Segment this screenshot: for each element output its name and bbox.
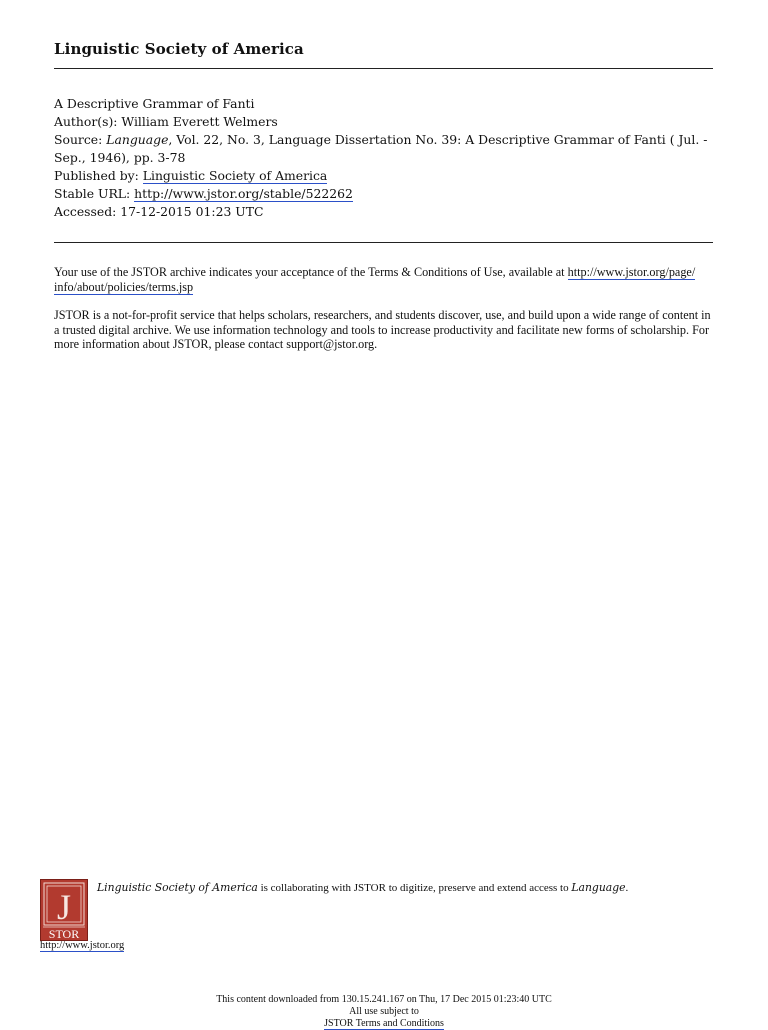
- logo-letter: J: [56, 887, 72, 927]
- article-publisher: [54, 167, 714, 185]
- collab-org: Linguistic Society of America: [97, 881, 258, 894]
- collab-text: is collaborating with JSTOR to digitize, preserve and extend access to: [257, 882, 572, 894]
- published-label: Published by:: [54, 168, 143, 183]
- metadata-divider: [54, 242, 713, 243]
- authors-value: William Everett Welmers: [121, 114, 278, 129]
- jstor-home-link-wrap: [40, 940, 124, 951]
- article-authors: [54, 113, 714, 131]
- publisher-title: Linguistic Society of America: [54, 40, 304, 58]
- terms-footer-link[interactable]: JSTOR Terms and Conditions: [324, 1018, 444, 1029]
- terms-footer-text: All use subject to: [349, 1006, 419, 1017]
- article-accessed: Accessed: 17-12-2015 01:23 UTC: [54, 204, 264, 219]
- download-footer: [0, 994, 768, 1030]
- collab-journal: Language: [571, 881, 626, 894]
- collaboration-statement: [97, 881, 717, 895]
- article-title: A Descriptive Grammar of Fanti: [54, 96, 255, 111]
- source-journal: Language: [106, 132, 169, 147]
- terms-link[interactable]: http://www.jstor.org/page/ info/about/policies/terms.jsp: [54, 265, 696, 294]
- collab-end: .: [625, 882, 629, 894]
- authors-label: Author(s):: [54, 114, 122, 129]
- header-divider: [54, 68, 713, 69]
- jstor-about: JSTOR is a not-for-profit service that helps scholars, researchers, and students discover, use, and build upon a wide range of content in a trusted digital archive. We use information technology and tools to increase productivity and facilitate new forms of scholarship. For more information about JSTOR, please contact support@jstor.org.: [54, 308, 711, 351]
- terms-notice-text: Your use of the JSTOR archive indicates your acceptance of the Terms & Conditions of Use, available at: [54, 265, 568, 279]
- jstor-logo-icon: [41, 880, 87, 940]
- article-source: [54, 131, 714, 167]
- logo-wordmark: STOR: [48, 927, 80, 940]
- article-stable-url: [54, 185, 714, 203]
- source-label: Source:: [54, 132, 107, 147]
- jstor-home-link[interactable]: http://www.jstor.org: [40, 940, 125, 951]
- download-info: This content downloaded from 130.15.241.167 on Thu, 17 Dec 2015 01:23:40 UTC: [216, 994, 552, 1005]
- stable-url-label: Stable URL:: [54, 186, 135, 201]
- article-metadata: [54, 95, 714, 221]
- jstor-logo[interactable]: [40, 879, 88, 941]
- source-details: , Vol. 22, No. 3, Language Dissertation No. 39: A Descriptive Grammar of Fanti ( Jul. - Sep., 1946), pp. 3-78: [54, 132, 708, 165]
- terms-footer: [0, 1006, 768, 1030]
- stable-url-link[interactable]: http://www.jstor.org/stable/522262: [134, 186, 353, 201]
- terms-notice: [54, 265, 714, 294]
- publisher-link[interactable]: Linguistic Society of America: [142, 168, 328, 183]
